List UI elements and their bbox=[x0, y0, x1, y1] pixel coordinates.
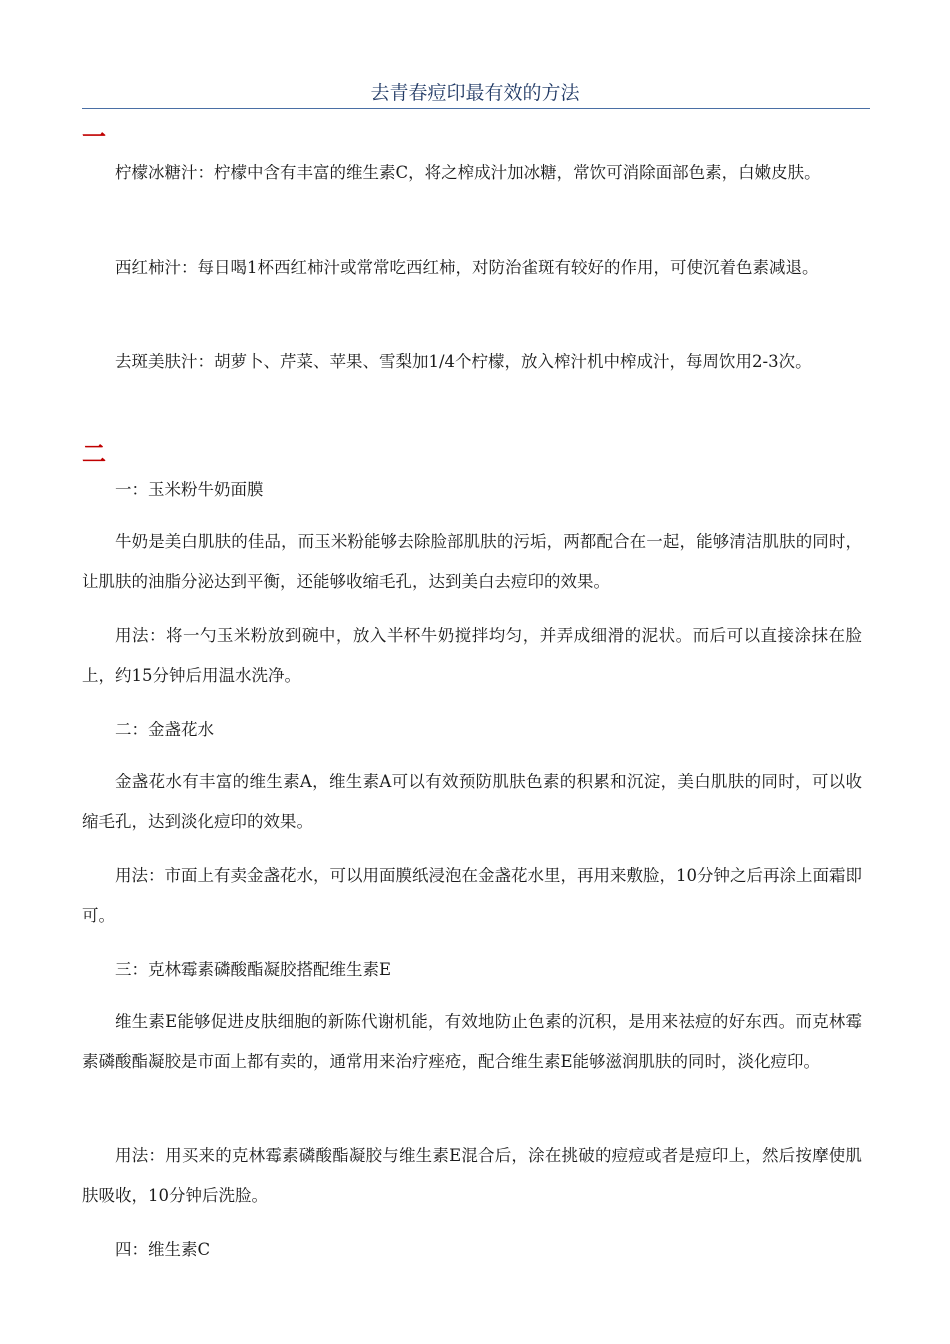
paragraph-spot-juice: 去斑美肤汁：胡萝卜、芹菜、苹果、雪梨加1/4个柠檬，放入榨汁机中榨成汁，每周饮用2-3次。 bbox=[115, 352, 812, 371]
header-divider bbox=[82, 108, 870, 109]
paragraph-calendula: 金盏花水有丰富的维生素A，维生素A可以有效预防肌肤色素的积累和沉淀，美白肌肤的同时，可以收缩毛孔，达到淡化痘印的效果。 bbox=[82, 772, 862, 831]
paragraph-corn-mask: 牛奶是美白肌肤的佳品，而玉米粉能够去除脸部肌肤的污垢，两都配合在一起，能够清洁肌肤的同时，让肌肤的油脂分泌达到平衡，还能够收缩毛孔，达到美白去痘印的效果。 bbox=[82, 532, 862, 591]
paragraph-corn-usage: 用法：将一勺玉米粉放到碗中，放入半杯牛奶搅拌均匀，并弄成细滑的泥状。而后可以直接涂抹在脸上，约15分钟后用温水洗净。 bbox=[82, 626, 862, 685]
paragraph-calendula-usage: 用法：市面上有卖金盏花水，可以用面膜纸浸泡在金盏花水里，再用来敷脸，10分钟之后再涂上面霜即可。 bbox=[82, 866, 862, 925]
paragraph-clindamycin: 维生素E能够促进皮肤细胞的新陈代谢机能，有效地防止色素的沉积，是用来祛痘的好东西。而克林霉素磷酸酯凝胶是市面上都有卖的，通常用来治疗痤疮，配合维生素E能够滋润肌肤的同时，淡化痘印。 bbox=[82, 1012, 862, 1071]
subheading-corn-mask: 一：玉米粉牛奶面膜 bbox=[115, 480, 264, 499]
section-heading-2: 二 bbox=[82, 439, 106, 468]
subheading-vitamin-c: 四：维生素C bbox=[115, 1240, 211, 1259]
section-heading-1: 一 bbox=[82, 122, 106, 151]
subheading-calendula: 二：金盏花水 bbox=[115, 720, 214, 739]
subheading-clindamycin: 三：克林霉素磷酸酯凝胶搭配维生素E bbox=[115, 960, 392, 979]
paragraph-tomato-juice: 西红柿汁：每日喝1杯西红柿汁或常常吃西红柿，对防治雀斑有较好的作用，可使沉着色素减退。 bbox=[115, 258, 819, 277]
paragraph-clindamycin-usage: 用法：用买来的克林霉素磷酸酯凝胶与维生素E混合后，涂在挑破的痘痘或者是痘印上，然后按摩使肌肤吸收，10分钟后洗脸。 bbox=[82, 1146, 862, 1205]
paragraph-lemon-juice: 柠檬冰糖汁：柠檬中含有丰富的维生素C，将之榨成汁加冰糖，常饮可消除面部色素，白嫩皮肤。 bbox=[115, 163, 821, 182]
page-title: 去青春痘印最有效的方法 bbox=[370, 82, 580, 104]
